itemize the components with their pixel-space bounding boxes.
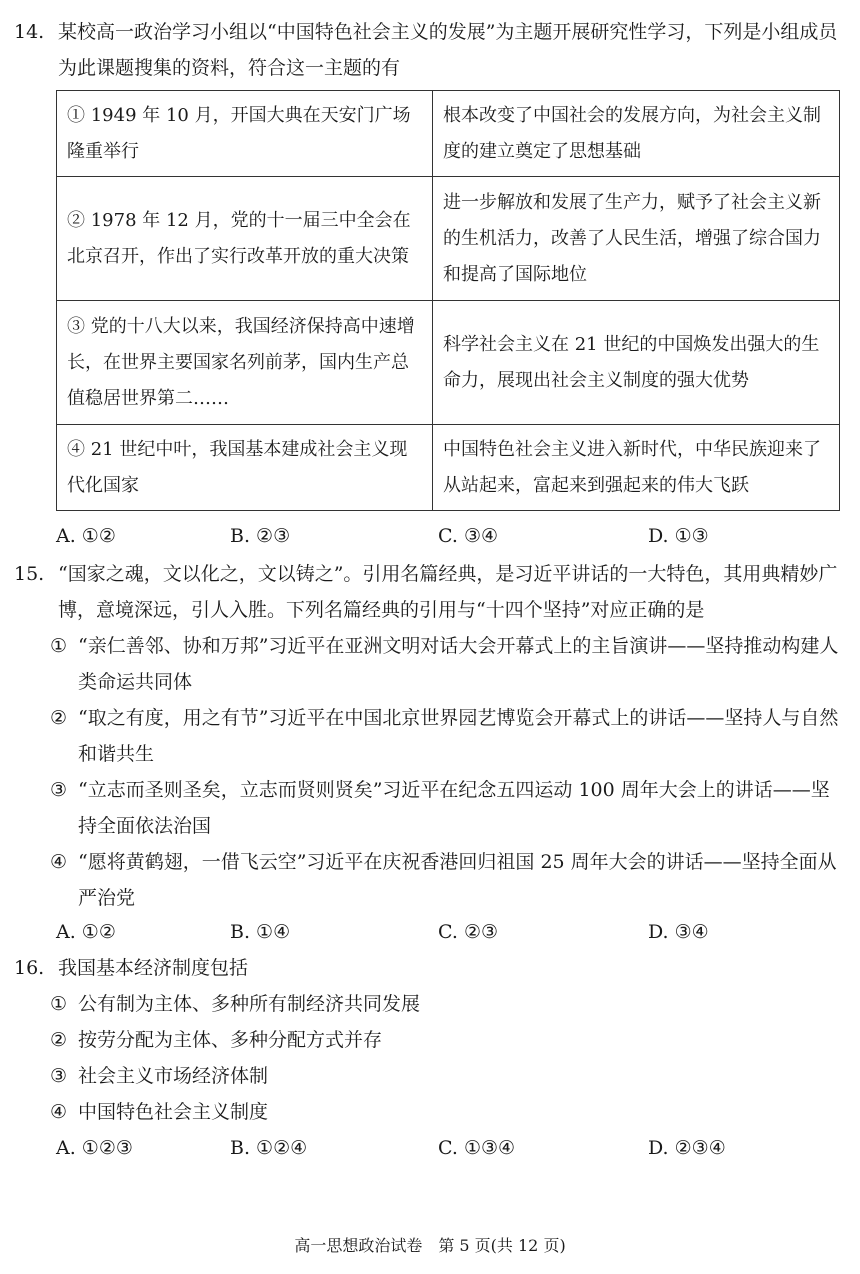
table-cell-significance: 根本改变了中国社会的发展方向，为社会主义制度的建立奠定了思想基础 [433, 91, 840, 177]
option-b[interactable]: B. ②③ [230, 525, 291, 547]
table-row [57, 91, 840, 177]
question-16 [14, 950, 844, 986]
question-number: 16. [14, 957, 45, 979]
option-a[interactable]: A. ①② [56, 525, 116, 547]
statement-marker: ② [50, 707, 68, 729]
question-14-table [56, 90, 840, 511]
statement-marker: ④ [50, 1101, 68, 1123]
statement-marker: ③ [50, 779, 68, 801]
statement-item: ② “取之有度，用之有节”习近平在中国北京世界园艺博览会开幕式上的讲话——坚持人与自然和谐共生 [50, 700, 842, 772]
option-d[interactable]: D. ①③ [648, 525, 709, 547]
statement-item: ③ 社会主义市场经济体制 [50, 1058, 842, 1094]
statement-item: ② 按劳分配为主体、多种分配方式并存 [50, 1022, 842, 1058]
option-d[interactable]: D. ③④ [648, 921, 709, 943]
table-row [57, 425, 840, 511]
statement-item: ④ “愿将黄鹤翅，一借飞云空”习近平在庆祝香港回归祖国 25 周年大会的讲话——坚持全面从严治党 [50, 844, 842, 916]
statement-marker: ① [50, 635, 68, 657]
question-16-statements [50, 986, 842, 1130]
question-number: 15. [14, 563, 45, 585]
statement-item: ④ 中国特色社会主义制度 [50, 1094, 842, 1130]
option-c[interactable]: C. ②③ [438, 921, 499, 943]
question-14-options [56, 518, 846, 554]
table-cell-significance: 进一步解放和发展了生产力，赋予了社会主义新的生机活力，改善了人民生活，增强了综合国力和提高了国际地位 [433, 177, 840, 301]
option-d[interactable]: D. ②③④ [648, 1137, 726, 1159]
option-b[interactable]: B. ①②④ [230, 1137, 308, 1159]
table-row [57, 301, 840, 425]
page-footer: 高一思想政治试卷 第 5 页(共 12 页) [294, 1236, 566, 1255]
table-cell-event: ④ 21 世纪中叶，我国基本建成社会主义现代化国家 [57, 425, 433, 511]
question-14-stem: 14. 某校高一政治学习小组以“中国特色社会主义的发展”为主题开展研究性学习，下列是小组成员为此课题搜集的资料，符合这一主题的有 [14, 14, 844, 86]
table-cell-event: ③ 党的十八大以来，我国经济保持高中速增长，在世界主要国家名列前茅，国内生产总值稳居世界第二…… [57, 301, 433, 425]
option-c[interactable]: C. ①③④ [438, 1137, 516, 1159]
question-15-stem: 15. “国家之魂，文以化之，文以铸之”。引用名篇经典，是习近平讲话的一大特色，其用典精妙广博，意境深远，引人入胜。下列名篇经典的引用与“十四个坚持”对应正确的是 [14, 556, 844, 628]
table-row [57, 177, 840, 301]
statement-marker: ④ [50, 851, 68, 873]
option-a[interactable]: A. ①② [56, 921, 116, 943]
question-16-options [56, 1130, 846, 1166]
table-cell-significance: 中国特色社会主义进入新时代，中华民族迎来了从站起来，富起来到强起来的伟大飞跃 [433, 425, 840, 511]
statement-item: ① 公有制为主体、多种所有制经济共同发展 [50, 986, 842, 1022]
statement-marker: ① [50, 993, 68, 1015]
question-15-statements [50, 628, 842, 916]
question-number: 14. [14, 21, 45, 43]
table-cell-event: ① 1949 年 10 月，开国大典在天安门广场隆重举行 [57, 91, 433, 177]
question-16-stem: 16. 我国基本经济制度包括 [14, 950, 844, 986]
question-15 [14, 556, 844, 628]
question-15-options [56, 914, 846, 950]
statement-marker: ② [50, 1029, 68, 1051]
question-14 [14, 14, 844, 86]
statement-item: ③ “立志而圣则圣矣，立志而贤则贤矣”习近平在纪念五四运动 100 周年大会上的讲话——坚持全面依法治国 [50, 772, 842, 844]
table-cell-significance: 科学社会主义在 21 世纪的中国焕发出强大的生命力，展现出社会主义制度的强大优势 [433, 301, 840, 425]
option-b[interactable]: B. ①④ [230, 921, 291, 943]
statement-marker: ③ [50, 1065, 68, 1087]
statement-item: ① “亲仁善邻、协和万邦”习近平在亚洲文明对话大会开幕式上的主旨演讲——坚持推动构建人类命运共同体 [50, 628, 842, 700]
option-c[interactable]: C. ③④ [438, 525, 499, 547]
table-cell-event: ② 1978 年 12 月，党的十一届三中全会在北京召开，作出了实行改革开放的重大决策 [57, 177, 433, 301]
option-a[interactable]: A. ①②③ [56, 1137, 133, 1159]
